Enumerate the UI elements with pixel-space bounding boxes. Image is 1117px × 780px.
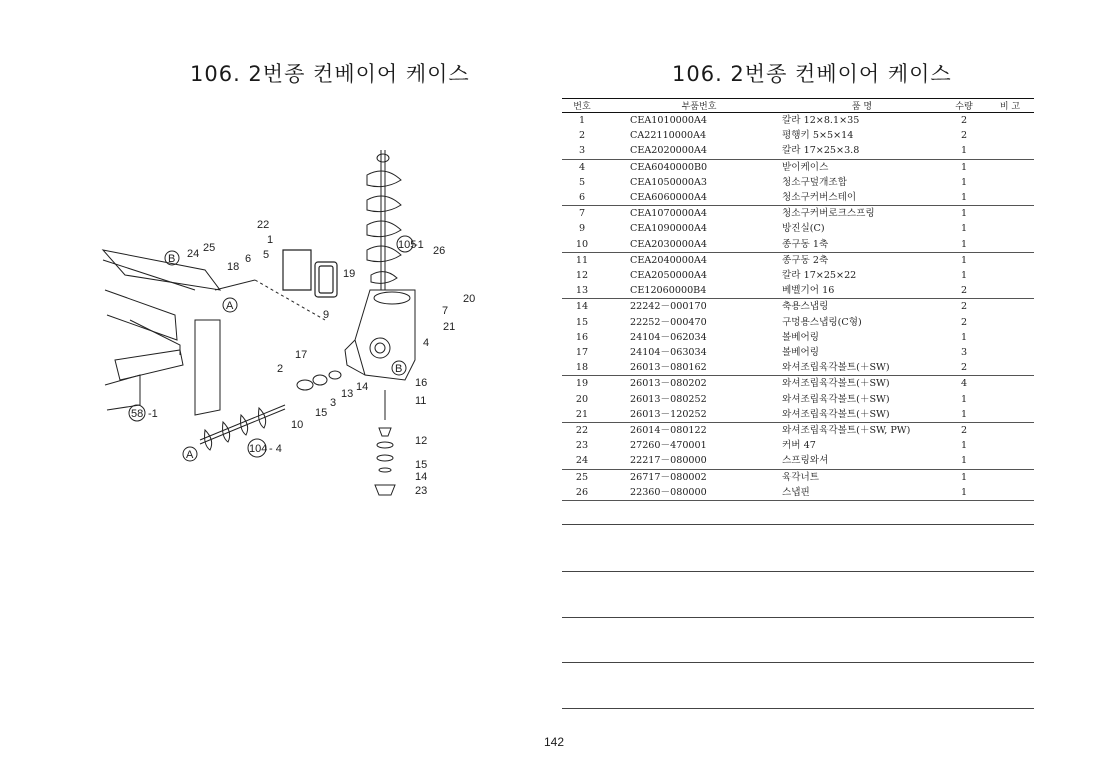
cell-quantity: 1 [942, 485, 986, 501]
cell-remarks [986, 143, 1034, 159]
header-part-name: 품 명 [768, 99, 942, 113]
header-number: 번호 [562, 99, 602, 113]
cell-part-number: 22242－000170 [630, 301, 707, 313]
cell-part-name: 청소구커버스테이 [768, 190, 942, 206]
callout-5: 5 [263, 249, 270, 261]
cell-part-name: 축용스냅링 [782, 301, 829, 313]
cell-remarks [986, 299, 1034, 315]
cell-quantity: 2 [960, 130, 968, 142]
cell-part-number: 27260－470001 [630, 440, 707, 452]
cell-number: 13 [562, 283, 602, 299]
cell-remarks [986, 252, 1034, 268]
cell-part-number: 26717－080002 [630, 471, 707, 483]
cell-quantity: 4 [960, 378, 968, 390]
callout-23: 23 [415, 485, 428, 497]
cell-number: 22 [575, 425, 589, 437]
callout-14b: 14 [415, 471, 428, 483]
cell-number: 19 [575, 378, 589, 390]
cell-part-number: 26013－080202 [630, 378, 707, 390]
table-row [562, 407, 1034, 423]
cell-quantity: 1 [960, 440, 968, 452]
cell-remarks [986, 113, 1034, 129]
cell-number: 12 [575, 270, 589, 282]
cleaning-cover [283, 250, 337, 297]
cell-number: 14 [575, 301, 589, 313]
cell-remarks [986, 175, 1034, 190]
cell-part-number: CEA1090000A4 [630, 223, 708, 235]
cell-part-name: 방진실(C) [782, 223, 825, 235]
cell-part-name: 와셔조립육각볼트(＋SW) [782, 378, 890, 390]
cell-quantity: 1 [942, 143, 986, 159]
table-row [562, 469, 1034, 485]
cell-remarks [986, 469, 1034, 485]
cell-number: 6 [562, 190, 602, 206]
cell-part-number: 22360－080000 [602, 485, 768, 501]
cell-number: 7 [578, 208, 586, 220]
table-row [562, 299, 1034, 315]
cell-number: 20 [575, 393, 589, 405]
cell-part-number: 22217－080000 [602, 453, 768, 469]
cell-remarks [986, 438, 1034, 453]
blank-rule [562, 617, 1034, 618]
table-row [562, 175, 1034, 190]
blank-rule [562, 708, 1034, 709]
cell-quantity: 1 [960, 270, 968, 282]
cell-part-name: 칼라 12×8.1×35 [782, 115, 860, 126]
ref-104-suffix: - 4 [269, 443, 282, 455]
cell-remarks [986, 159, 1034, 175]
cell-part-number: CEA6040000B0 [630, 161, 708, 173]
callout-25: 25 [203, 242, 216, 254]
cell-number: 25 [575, 471, 589, 483]
cell-remarks [986, 315, 1034, 330]
right-page-title: 106. 2번종 컨베이어 케이스 [672, 62, 952, 86]
cell-number: 16 [575, 331, 589, 343]
table-row [562, 345, 1034, 360]
cell-number: 9 [578, 223, 586, 235]
cell-part-number: CEA1070000A4 [630, 208, 708, 220]
cell-part-number: CEA1050000A3 [630, 176, 708, 188]
cell-quantity: 2 [960, 301, 968, 313]
callout-12: 12 [415, 435, 428, 447]
callout-10: 10 [291, 419, 304, 431]
table-row [562, 221, 1034, 236]
cell-part-number: CEA2050000A4 [630, 270, 708, 282]
table-row [562, 128, 1034, 143]
callout-11: 11 [415, 395, 427, 407]
ref-58-suffix: -1 [148, 408, 158, 420]
table-row [562, 376, 1034, 392]
cell-part-number: 26013－080162 [602, 360, 768, 376]
callout-17: 17 [295, 349, 308, 361]
cell-remarks [986, 407, 1034, 423]
callout-15b: 15 [415, 459, 428, 471]
cell-number: 11 [575, 254, 589, 266]
cell-number: 2 [578, 130, 586, 142]
table-row [562, 143, 1034, 159]
cell-remarks [986, 376, 1034, 392]
cell-quantity: 1 [942, 407, 986, 423]
callout-14a: 14 [356, 381, 369, 393]
callout-13a: 13 [341, 388, 354, 400]
table-row [562, 423, 1034, 439]
table-row [562, 252, 1034, 268]
header-remarks: 비 고 [986, 99, 1034, 113]
cell-quantity: 1 [942, 453, 986, 469]
callout-2: 2 [277, 363, 284, 375]
table-row [562, 190, 1034, 206]
cell-remarks [986, 330, 1034, 345]
cell-number: 21 [562, 407, 602, 423]
table-row [562, 283, 1034, 299]
blank-rule [562, 524, 1034, 525]
cell-part-name: 커버 47 [782, 440, 816, 452]
callout-3: 3 [330, 397, 337, 409]
cell-number: 18 [562, 360, 602, 376]
cell-part-number: CA22110000A4 [630, 130, 707, 142]
callout-26: 26 [433, 245, 446, 257]
cell-quantity: 1 [960, 393, 968, 405]
cell-part-number: CE12060000B4 [602, 283, 768, 299]
table-header-row [562, 99, 1034, 113]
cell-quantity: 1 [942, 190, 986, 206]
ref-b-case: B [395, 363, 403, 375]
table-row [562, 206, 1034, 222]
cell-part-name: 받이케이스 [782, 161, 829, 173]
callout-6: 6 [245, 253, 252, 265]
cell-quantity: 2 [960, 425, 968, 437]
cell-part-name: 육각너트 [782, 471, 820, 483]
cell-part-number: 26014－080122 [630, 425, 707, 437]
cell-part-number: 22252－000470 [630, 316, 707, 328]
cell-part-name: 종구동 2축 [782, 254, 829, 266]
blank-rule [562, 662, 1034, 663]
cell-quantity: 1 [960, 331, 968, 343]
cell-remarks [986, 283, 1034, 299]
cell-part-number: CEA1010000A4 [630, 115, 708, 126]
cell-remarks [986, 190, 1034, 206]
table-row [562, 237, 1034, 253]
cell-part-name: 와셔조립육각볼트(＋SW) [768, 360, 942, 376]
cell-remarks [986, 128, 1034, 143]
table-row [562, 113, 1034, 129]
cell-number: 23 [575, 440, 589, 452]
table-row [562, 268, 1034, 283]
ref-105-suffix: -1 [414, 239, 424, 251]
cell-number: 10 [562, 237, 602, 253]
callout-1: 1 [267, 234, 274, 246]
cell-part-number: CEA2020000A4 [602, 143, 768, 159]
cell-number: 3 [562, 143, 602, 159]
callout-4: 4 [423, 337, 430, 349]
cell-quantity: 2 [960, 316, 968, 328]
cell-quantity: 1 [960, 223, 968, 235]
cell-part-number: 24104－063034 [630, 347, 707, 359]
ref-a-upper: A [226, 300, 234, 312]
ref-105: 105 [398, 239, 417, 251]
cell-part-name: 청소구덮개조합 [782, 176, 847, 188]
cell-part-number: 26013－080252 [630, 393, 707, 405]
cell-part-number: CEA2030000A4 [602, 237, 768, 253]
cell-part-name: 평행키 5×5×14 [782, 130, 854, 142]
cell-quantity: 1 [942, 237, 986, 253]
cell-remarks [986, 206, 1034, 222]
header-part-number: 부품번호 [602, 99, 768, 113]
table-row [562, 360, 1034, 376]
cell-quantity: 1 [960, 471, 968, 483]
callout-22: 22 [257, 219, 270, 231]
left-page-title: 106. 2번종 컨베이어 케이스 [190, 62, 470, 86]
cell-number: 1 [578, 115, 586, 126]
cell-number: 15 [575, 316, 589, 328]
cell-quantity: 2 [942, 360, 986, 376]
table-row [562, 453, 1034, 469]
cell-part-number: CEA2040000A4 [630, 254, 708, 266]
cell-number: 17 [575, 347, 589, 359]
chute-frame [103, 250, 325, 415]
cell-part-name: 구멍용스냅링(C형) [782, 316, 862, 328]
callout-16: 16 [415, 377, 428, 389]
cell-quantity: 2 [960, 115, 968, 126]
cell-remarks [986, 392, 1034, 407]
gear-case [345, 290, 415, 380]
cell-part-name: 스냅핀 [768, 485, 942, 501]
cell-quantity: 2 [942, 283, 986, 299]
cell-quantity: 1 [960, 208, 968, 220]
cell-part-number: 26013－120252 [602, 407, 768, 423]
cell-part-name: 칼라 17×25×22 [782, 270, 857, 282]
cell-part-name: 베벨기어 16 [768, 283, 942, 299]
cell-quantity: 1 [960, 176, 968, 188]
cell-remarks [986, 221, 1034, 236]
parts-list-table [562, 98, 1034, 501]
ref-58: 58 [131, 408, 144, 420]
callout-20: 20 [463, 293, 476, 305]
cell-part-name: 칼라 17×25×3.8 [768, 143, 942, 159]
callout-7: 7 [442, 305, 449, 317]
cell-remarks [986, 423, 1034, 439]
header-quantity: 수량 [942, 99, 986, 113]
page-number: 142 [544, 735, 565, 749]
cell-part-name: 와셔조립육각볼트(＋SW) [768, 407, 942, 423]
ref-104: 104 [249, 443, 268, 455]
blank-rule [562, 571, 1034, 572]
callout-21: 21 [443, 321, 456, 333]
ref-b-top: B [168, 253, 176, 265]
cell-part-number: 24104－062034 [630, 331, 707, 343]
cell-number: 26 [562, 485, 602, 501]
cell-part-number: CEA6060000A4 [602, 190, 768, 206]
table-row [562, 159, 1034, 175]
cell-part-name: 와셔조립육각볼트(＋SW) [782, 393, 890, 405]
cell-quantity: 1 [960, 254, 968, 266]
callout-19: 19 [343, 268, 356, 280]
cell-remarks [986, 360, 1034, 376]
table-row [562, 485, 1034, 501]
table-row [562, 315, 1034, 330]
callout-24: 24 [187, 248, 200, 260]
cell-part-name: 종구동 1축 [768, 237, 942, 253]
callout-9: 9 [323, 309, 330, 321]
cell-quantity: 3 [960, 347, 968, 359]
cell-remarks [986, 268, 1034, 283]
cell-part-name: 볼베어링 [782, 347, 820, 359]
table-row [562, 392, 1034, 407]
table-row [562, 330, 1034, 345]
cell-number: 24 [562, 453, 602, 469]
exploded-parts-diagram [85, 140, 505, 510]
cell-part-name: 와셔조립육각볼트(＋SW, PW) [782, 425, 911, 437]
cell-remarks [986, 485, 1034, 501]
ref-a-lower: A [186, 449, 194, 461]
cell-number: 5 [578, 176, 586, 188]
cell-part-name: 스프링와셔 [768, 453, 942, 469]
callout-15a: 15 [315, 407, 328, 419]
cell-quantity: 1 [960, 161, 968, 173]
table-row [562, 438, 1034, 453]
cell-remarks [986, 453, 1034, 469]
cell-number: 4 [578, 161, 586, 173]
cell-part-name: 청소구커버로크스프링 [782, 208, 875, 220]
vertical-auger [367, 150, 401, 290]
cell-remarks [986, 345, 1034, 360]
callout-18: 18 [227, 261, 240, 273]
cell-remarks [986, 237, 1034, 253]
cell-part-name: 볼베어링 [782, 331, 820, 343]
